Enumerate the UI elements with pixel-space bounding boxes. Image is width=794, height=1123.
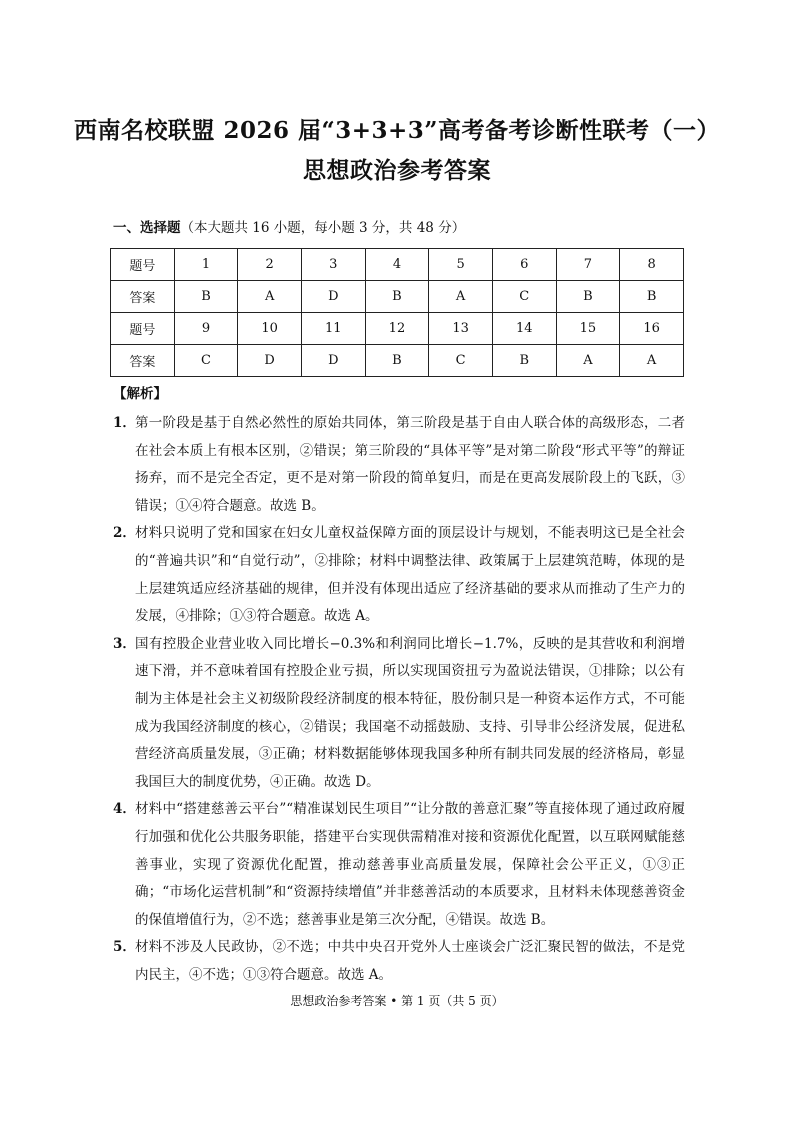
table-cell: 11: [301, 313, 365, 345]
table-cell: C: [492, 281, 556, 313]
table-cell: 8: [620, 249, 684, 281]
section-heading: [113, 218, 465, 238]
table-cell: C: [429, 345, 493, 377]
item-number: 1．: [113, 415, 136, 431]
row-header-cell: 题号: [111, 249, 175, 281]
item-number: 3．: [113, 635, 136, 652]
row-header-cell: 答案: [111, 345, 175, 377]
list-item: [113, 934, 685, 989]
table-cell: 6: [492, 249, 556, 281]
list-item: [113, 520, 685, 630]
table-cell: 14: [492, 313, 556, 345]
table-cell: 13: [429, 313, 493, 345]
item-text: 材料只说明了党和国家在妇女儿童权益保障方面的顶层设计与规划，不能表明这已是全社会的“普遍共识”和“自觉行动”，②排除；材料中调整法律、政策属于上层建筑范畴，体现的是上层建筑适应经济基础的规律，但并没有体现出适应了经济基础的要求从而推动了生产力的发展，④排除；①③符合题意。故选 A。: [135, 525, 685, 625]
list-item: [113, 410, 685, 520]
item-text: 材料不涉及人民政协，②不选；中共中央召开党外人士座谈会广泛汇聚民智的做法，不是党内民主，④不选；①③符合题意。故选 A。: [135, 939, 685, 983]
table-cell: 12: [365, 313, 429, 345]
item-text: 第一阶段是基于自然必然性的原始共同体，第三阶段是基于自由人联合体的高级形态，二者在社会本质上有根本区别，②错误；第三阶段的“具体平等”是对第二阶段“形式平等”的辩证扬弃，而不是完全否定，更不是对第一阶段的简单复归，而是在更高发展阶段上的飞跃，③错误；①④符合题意。故选 B。: [135, 415, 685, 514]
table-cell: B: [556, 281, 620, 313]
analysis-list: [113, 410, 685, 989]
table-cell: B: [620, 281, 684, 313]
section-label: 一、选择题: [113, 220, 181, 236]
document-title: 西南名校联盟 2026 届“3+3+3”高考备考诊断性联考（一）: [73, 117, 721, 144]
table-cell: 2: [238, 249, 302, 281]
table-row: [111, 313, 684, 345]
item-number: 2．: [113, 525, 136, 542]
table-cell: D: [238, 345, 302, 377]
table-cell: 16: [620, 313, 684, 345]
table-cell: 5: [429, 249, 493, 281]
table-cell: C: [174, 345, 238, 377]
row-header-cell: 题号: [111, 313, 175, 345]
table-cell: 1: [174, 249, 238, 281]
answer-table: [110, 248, 684, 377]
table-cell: 15: [556, 313, 620, 345]
table-cell: B: [492, 345, 556, 377]
table-cell: B: [365, 345, 429, 377]
list-item: [113, 631, 685, 797]
table-cell: 7: [556, 249, 620, 281]
table-cell: A: [429, 281, 493, 313]
page-footer: 思想政治参考答案 • 第 1 页（共 5 页）: [290, 994, 504, 1008]
table-cell: D: [301, 345, 365, 377]
table-cell: 10: [238, 313, 302, 345]
table-cell: 4: [365, 249, 429, 281]
table-cell: 3: [301, 249, 365, 281]
section-note: （本大题共 16 小题，每小题 3 分，共 48 分）: [180, 220, 466, 236]
table-cell: A: [238, 281, 302, 313]
table-cell: B: [174, 281, 238, 313]
table-cell: 9: [174, 313, 238, 345]
table-cell: A: [556, 345, 620, 377]
item-number: 4．: [113, 801, 136, 818]
table-row: [111, 249, 684, 281]
document-subtitle: 思想政治参考答案: [303, 157, 491, 184]
list-item: [113, 796, 685, 934]
table-cell: A: [620, 345, 684, 377]
table-cell: D: [301, 281, 365, 313]
analysis-heading: 【解析】: [113, 386, 167, 402]
row-header-cell: 答案: [111, 281, 175, 313]
item-text: 材料中“搭建慈善云平台”“精准谋划民生项目”“让分散的善意汇聚”等直接体现了通过政府履行加强和优化公共服务职能，搭建平台实现供需精准对接和资源优化配置，以互联网赋能慈善事业，实现了资源优化配置，推动慈善事业高质量发展，保障社会公平正义，①③正确；“市场化运营机制”和“资源持续增值”并非慈善活动的本质要求，且材料未体现慈善资金的保值增值行为，②不选；慈善事业是第三次分配，④错误。故选 B。: [135, 801, 685, 928]
table-row: [111, 345, 684, 377]
table-cell: B: [365, 281, 429, 313]
item-number: 5．: [113, 939, 136, 956]
item-text: 国有控股企业营业收入同比增长−0.3%和利润同比增长−1.7%，反映的是其营收和利润增速下滑，并不意味着国有控股企业亏损，所以实现国资扭亏为盈说法错误，①排除；以公有制为主体是社会主义初级阶段经济制度的根本特征，股份制只是一种资本运作方式，不可能成为我国经济制度的核心，②错误；我国毫不动摇鼓励、支持、引导非公经济发展，促进私营经济高质量发展，③正确；材料数据能够体现我国多种所有制共同发展的经济格局，彰显我国巨大的制度优势，④正确。故选 D。: [135, 635, 685, 790]
table-row: [111, 281, 684, 313]
